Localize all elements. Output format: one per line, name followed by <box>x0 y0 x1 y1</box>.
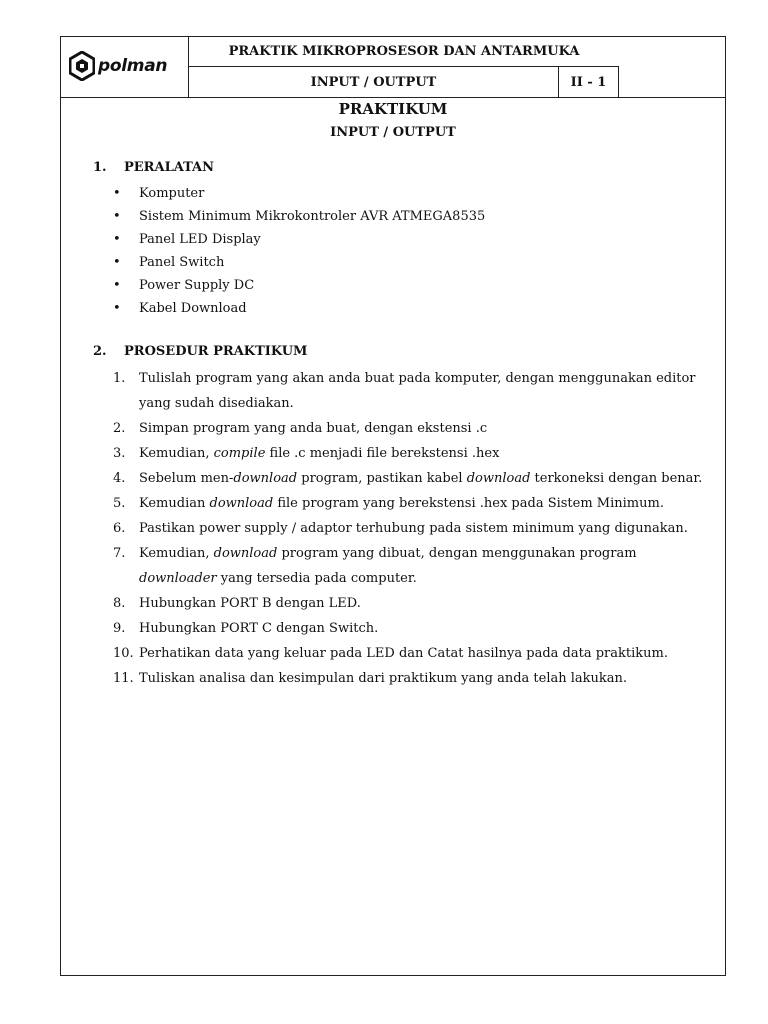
equipment-item <box>113 205 485 228</box>
step-number: 3. <box>113 446 126 461</box>
equipment-item-label: Panel LED Display <box>139 232 261 247</box>
equipment-item-label: Power Supply DC <box>139 278 255 293</box>
equipment-item <box>113 274 485 297</box>
section-number: 2. <box>93 344 107 359</box>
bullet-marker: • <box>113 209 121 224</box>
procedure-step <box>113 616 713 641</box>
step-text-part: Hubungkan PORT B dengan LED. <box>139 596 361 611</box>
page-code: II - 1 <box>559 67 619 97</box>
document-header <box>61 37 725 98</box>
procedure-step <box>113 541 713 591</box>
procedure-step <box>113 366 713 416</box>
step-text-part: Sebelum men- <box>139 471 234 486</box>
step-text <box>139 416 713 441</box>
equipment-item <box>113 228 485 251</box>
step-text-part: Kemudian <box>139 496 210 511</box>
section-heading-peralatan <box>93 160 214 175</box>
step-text-part: Kemudian, <box>139 446 214 461</box>
step-text-italic: download <box>233 471 298 486</box>
step-text-part: yang tersedia pada computer. <box>216 571 417 586</box>
step-text-part: Tulislah program yang akan anda buat pada komputer, dengan menggunakan editor yang sudah disediakan. <box>139 371 696 411</box>
procedure-step <box>113 416 713 441</box>
logo-text: polman <box>98 56 168 76</box>
step-text-part: Kemudian, <box>139 546 214 561</box>
section-title: PROSEDUR PRAKTIKUM <box>124 344 308 359</box>
step-number: 2. <box>113 421 126 436</box>
equipment-item <box>113 251 485 274</box>
equipment-item-label: Sistem Minimum Mikrokontroler AVR ATMEGA8535 <box>139 209 486 224</box>
document-frame <box>60 36 726 976</box>
bullet-marker: • <box>113 255 121 270</box>
equipment-item-label: Panel Switch <box>139 255 225 270</box>
step-number: 6. <box>113 521 126 536</box>
step-text-part: Simpan program yang anda buat, dengan ekstensi .c <box>139 421 488 436</box>
step-text <box>139 441 713 466</box>
step-text-italic: download <box>213 546 278 561</box>
step-text <box>139 366 713 416</box>
bullet-marker: • <box>113 232 121 247</box>
bullet-marker: • <box>113 186 121 201</box>
step-number: 4. <box>113 471 126 486</box>
section-heading-prosedur <box>93 344 307 359</box>
procedure-step <box>113 591 713 616</box>
step-text-part: program, pastikan kabel <box>297 471 467 486</box>
step-text-italic: compile <box>213 446 266 461</box>
step-text <box>139 491 713 516</box>
step-text-part: Perhatikan data yang keluar pada LED dan Catat hasilnya pada data praktikum. <box>139 646 668 661</box>
logo-cell <box>61 37 189 97</box>
step-text-part: program yang dibuat, dengan menggunakan program <box>277 546 637 561</box>
equipment-list <box>113 182 485 320</box>
polman-emblem-icon <box>69 51 95 81</box>
bullet-marker: • <box>113 278 121 293</box>
step-text <box>139 516 713 541</box>
course-title: PRAKTIK MIKROPROSESOR DAN ANTARMUKA <box>189 37 619 67</box>
step-text <box>139 666 713 691</box>
step-number: 5. <box>113 496 126 511</box>
procedure-step <box>113 666 713 691</box>
procedure-step <box>113 466 713 491</box>
step-number: 8. <box>113 596 126 611</box>
topic-title: INPUT / OUTPUT <box>189 67 559 97</box>
section-title: PERALATAN <box>124 160 215 175</box>
step-text-part: file program yang berekstensi .hex pada Sistem Minimum. <box>273 496 664 511</box>
step-number: 7. <box>113 546 126 561</box>
procedure-step <box>113 441 713 466</box>
procedure-step <box>113 641 713 666</box>
procedure-step <box>113 491 713 516</box>
bullet-marker: • <box>113 301 121 316</box>
step-text <box>139 641 713 666</box>
step-number: 10. <box>113 646 134 661</box>
step-text-part: terkoneksi dengan benar. <box>530 471 703 486</box>
step-text <box>139 591 713 616</box>
equipment-item <box>113 297 485 320</box>
equipment-item <box>113 182 485 205</box>
step-number: 1. <box>113 371 126 386</box>
section-number: 1. <box>93 160 107 175</box>
page-subtitle: INPUT / OUTPUT <box>330 125 456 140</box>
equipment-item-label: Komputer <box>139 186 205 201</box>
step-text-italic: download <box>209 496 274 511</box>
procedure-step <box>113 516 713 541</box>
step-text <box>139 541 713 591</box>
step-number: 9. <box>113 621 126 636</box>
header-blank-cell <box>619 37 725 67</box>
step-text-italic: downloader <box>139 571 217 586</box>
document-body <box>61 98 725 686</box>
step-text-italic: download <box>466 471 531 486</box>
step-text <box>139 466 713 491</box>
step-text-part: file .c menjadi file berekstensi .hex <box>265 446 500 461</box>
step-text <box>139 616 713 641</box>
step-number: 11. <box>113 671 134 686</box>
procedure-list <box>113 366 713 691</box>
step-text-part: Tuliskan analisa dan kesimpulan dari praktikum yang anda telah lakukan. <box>139 671 628 686</box>
polman-logo <box>69 51 167 81</box>
step-text-part: Hubungkan PORT C dengan Switch. <box>139 621 379 636</box>
step-text-part: Pastikan power supply / adaptor terhubung pada sistem minimum yang digunakan. <box>139 521 688 536</box>
page-title: PRAKTIKUM <box>338 100 448 118</box>
equipment-item-label: Kabel Download <box>139 301 247 316</box>
